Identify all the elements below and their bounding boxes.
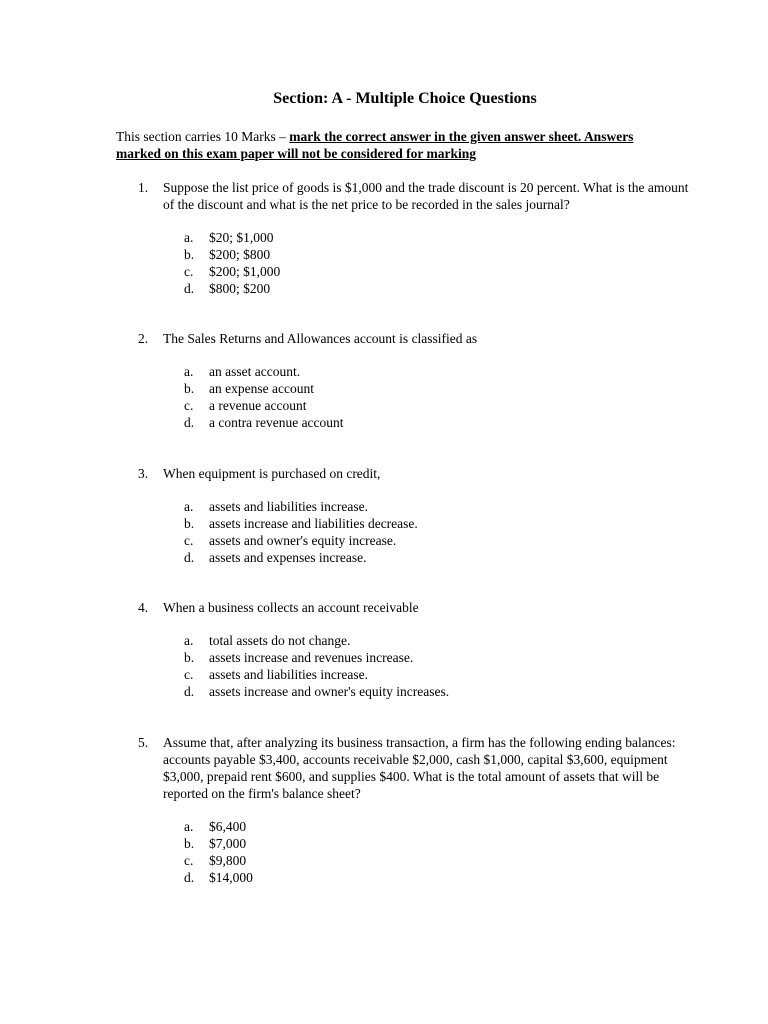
option-c (184, 397, 698, 414)
answer-options (184, 229, 698, 297)
option-a (184, 363, 698, 380)
option-letter: a. (184, 633, 194, 648)
answer-options (184, 498, 698, 566)
instructions-emphasis-answer-sheet: mark the correct answer in the given answer sheet. (289, 129, 584, 144)
option-b (184, 649, 698, 666)
option-c (184, 666, 698, 683)
option-letter: d. (184, 870, 195, 885)
question-text: Assume that, after analyzing its business transaction, a firm has the following ending balances: accounts payable $3,400, accounts receivable $2,000, cash $1,000, capital $3,600, equipment $3,000, prepaid rent $600, and supplies $400. What is the total amount of assets that will be reported on the firm's balance sheet? (163, 735, 676, 801)
option-text: assets increase and liabilities decrease. (209, 516, 418, 531)
option-letter: c. (184, 853, 194, 868)
option-c (184, 852, 698, 869)
option-text: assets and owner's equity increase. (209, 533, 397, 548)
option-letter: b. (184, 650, 195, 665)
option-text: $6,400 (209, 819, 247, 834)
answer-options (184, 632, 698, 700)
section-title: Section: A - Multiple Choice Questions (273, 90, 537, 107)
option-letter: d. (184, 415, 195, 430)
option-letter: c. (184, 398, 194, 413)
option-text: $800; $200 (209, 281, 271, 296)
option-a (184, 498, 698, 515)
option-letter: d. (184, 684, 195, 699)
option-d (184, 683, 698, 700)
option-letter: d. (184, 281, 195, 296)
option-d (184, 549, 698, 566)
option-letter: b. (184, 836, 195, 851)
option-letter: c. (184, 667, 194, 682)
option-letter: a. (184, 499, 194, 514)
question-number: 5. (138, 735, 149, 750)
option-d (184, 280, 698, 297)
question-number: 2. (138, 331, 149, 346)
section-instructions (116, 128, 676, 162)
option-text: a revenue account (209, 398, 307, 413)
question-2 (138, 330, 698, 431)
question-text: Suppose the list price of goods is $1,000 and the trade discount is 20 percent. What is the amount of the discount and what is the net price to be recorded in the sales journal? (163, 180, 689, 212)
option-text: assets increase and owner's equity increases. (209, 684, 450, 699)
option-text: $9,800 (209, 853, 247, 868)
option-text: $200; $800 (209, 247, 271, 262)
instructions-prefix: This section carries 10 Marks – (116, 129, 290, 144)
question-4 (138, 599, 698, 700)
option-c (184, 532, 698, 549)
option-letter: a. (184, 230, 194, 245)
option-text: $200; $1,000 (209, 264, 281, 279)
option-a (184, 229, 698, 246)
question-text: When a business collects an account receivable (163, 600, 419, 615)
option-b (184, 835, 698, 852)
option-b (184, 515, 698, 532)
option-text: $20; $1,000 (209, 230, 274, 245)
question-text: The Sales Returns and Allowances account is classified as (163, 331, 478, 346)
option-text: assets and expenses increase. (209, 550, 367, 565)
option-c (184, 263, 698, 280)
option-d (184, 869, 698, 886)
answer-options (184, 818, 698, 886)
option-text: total assets do not change. (209, 633, 351, 648)
question-number: 1. (138, 180, 149, 195)
option-letter: b. (184, 516, 195, 531)
instructions-emphasis-not-considered: Answers marked on this exam paper will not be considered for marking (116, 129, 634, 161)
question-number: 3. (138, 466, 149, 481)
option-text: an asset account. (209, 364, 301, 379)
option-letter: c. (184, 533, 194, 548)
option-letter: a. (184, 364, 194, 379)
option-b (184, 380, 698, 397)
option-a (184, 632, 698, 649)
option-b (184, 246, 698, 263)
option-letter: b. (184, 381, 195, 396)
option-letter: b. (184, 247, 195, 262)
option-d (184, 414, 698, 431)
question-3 (138, 465, 698, 566)
option-text: assets increase and revenues increase. (209, 650, 414, 665)
option-letter: a. (184, 819, 194, 834)
option-a (184, 818, 698, 835)
question-5 (138, 734, 698, 886)
option-text: an expense account (209, 381, 314, 396)
option-text: assets and liabilities increase. (209, 667, 368, 682)
question-1 (138, 179, 698, 297)
option-text: assets and liabilities increase. (209, 499, 368, 514)
answer-options (184, 363, 698, 431)
option-text: $14,000 (209, 870, 253, 885)
option-letter: c. (184, 264, 194, 279)
option-text: a contra revenue account (209, 415, 344, 430)
question-text: When equipment is purchased on credit, (163, 466, 381, 481)
question-number: 4. (138, 600, 149, 615)
option-letter: d. (184, 550, 195, 565)
option-text: $7,000 (209, 836, 247, 851)
